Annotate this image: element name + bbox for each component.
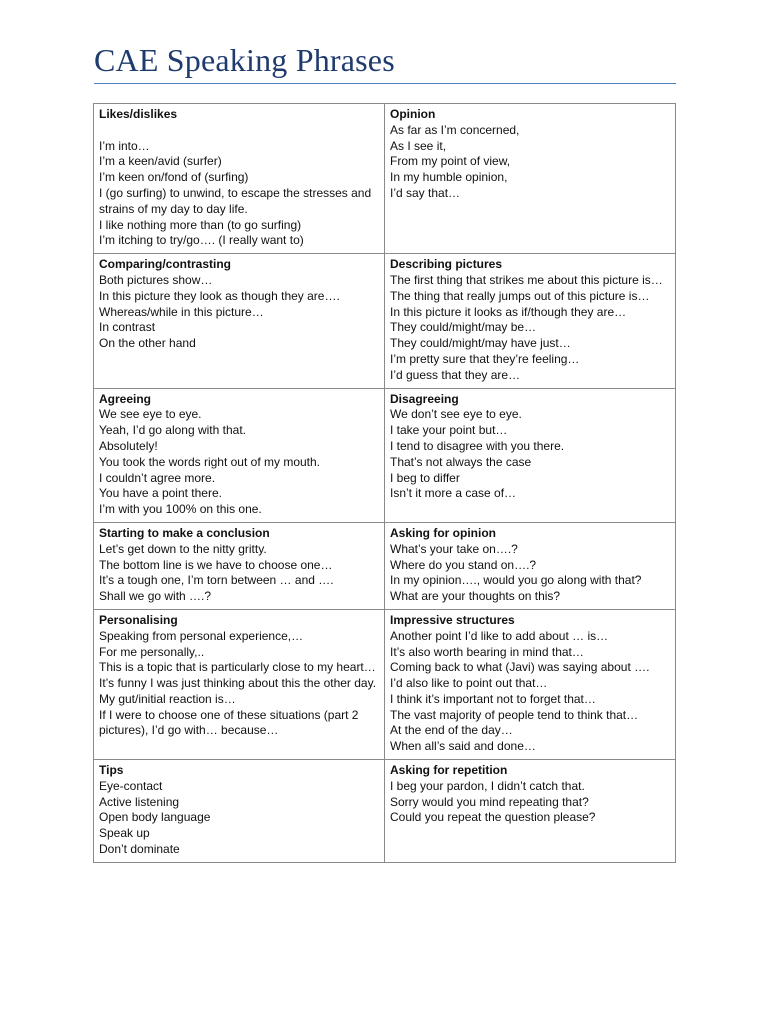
cell-heading: Likes/dislikes — [99, 107, 178, 121]
phrase-line: The vast majority of people tend to think that… — [390, 707, 639, 722]
phrases-table — [93, 103, 676, 863]
phrase-line: I take your point but… — [390, 423, 508, 438]
phrases-table-body — [94, 104, 676, 863]
phrase-line: This is a topic that is particularly close to my heart… — [99, 660, 376, 675]
phrase-line: The bottom line is we have to choose one… — [99, 557, 333, 572]
phrase-line: In my humble opinion, — [390, 170, 508, 185]
phrase-line: I couldn’t agree more. — [99, 470, 216, 485]
title-underline — [94, 83, 676, 84]
phrase-line: We see eye to eye. — [99, 407, 202, 422]
phrase-cell — [94, 254, 385, 388]
table-row — [94, 254, 676, 388]
phrase-line: In this picture it looks as if/though they are… — [390, 304, 627, 319]
phrase-line: If I were to choose one of these situations (part 2 pictures), I’d go with… because… — [99, 707, 359, 738]
phrase-cell — [94, 760, 385, 863]
phrase-line: Whereas/while in this picture… — [99, 304, 264, 319]
phrase-cell — [94, 522, 385, 609]
phrase-line: Speaking from personal experience,… — [99, 628, 304, 643]
phrase-line: I’m itching to try/go…. (I really want to) — [99, 233, 304, 248]
phrase-line: It’s a tough one, I’m torn between … and …. — [99, 573, 334, 588]
phrase-cell — [94, 388, 385, 522]
phrase-line: As far as I’m concerned, — [390, 122, 520, 137]
cell-heading: Tips — [99, 763, 124, 778]
phrase-line: I’d also like to point out that… — [390, 676, 548, 691]
phrase-cell — [385, 104, 676, 254]
table-row — [94, 760, 676, 863]
cell-heading: Agreeing — [99, 391, 152, 406]
phrase-line: I’d say that… — [390, 185, 461, 200]
phrase-line: Don’t dominate — [99, 842, 180, 857]
phrase-line: I tend to disagree with you there. — [390, 438, 565, 453]
cell-heading: Personalising — [99, 612, 178, 627]
blank-line — [99, 123, 379, 139]
phrase-line: It’s also worth bearing in mind that… — [390, 644, 584, 659]
phrase-line: I’m with you 100% on this one. — [99, 502, 262, 517]
phrase-line: My gut/initial reaction is… — [99, 691, 236, 706]
cell-heading: Asking for repetition — [390, 763, 508, 778]
phrase-cell — [385, 388, 676, 522]
phrase-line: They could/might/may have just… — [390, 336, 571, 351]
phrase-line: I (go surfing) to unwind, to escape the stresses and strains of my day to day life. — [99, 185, 372, 216]
phrase-line: When all’s said and done… — [390, 739, 536, 754]
phrase-line: Yeah, I’d go along with that. — [99, 423, 246, 438]
phrase-line: The first thing that strikes me about this picture is… — [390, 272, 663, 287]
phrase-line: Where do you stand on….? — [390, 557, 537, 572]
phrase-line: Another point I’d like to add about … is… — [390, 628, 609, 643]
cell-heading: Opinion — [390, 107, 436, 121]
phrase-line: In my opinion…., would you go along with that? — [390, 573, 642, 588]
phrase-line: Absolutely! — [99, 438, 158, 453]
phrase-line: Sorry would you mind repeating that? — [390, 794, 589, 809]
phrase-line: I beg to differ — [390, 470, 460, 485]
phrase-cell — [385, 760, 676, 863]
phrase-line: It’s funny I was just thinking about this the other day. — [99, 676, 377, 691]
phrase-line: I’m pretty sure that they’re feeling… — [390, 351, 580, 366]
phrase-line: On the other hand — [99, 336, 196, 351]
phrase-line: Both pictures show… — [99, 272, 213, 287]
phrase-line: I’m a keen/avid (surfer) — [99, 154, 222, 169]
phrase-line: I’m into… — [99, 138, 150, 153]
phrase-cell — [94, 609, 385, 759]
phrase-line: Isn’t it more a case of… — [390, 486, 517, 501]
phrase-line: I like nothing more than (to go surfing) — [99, 217, 302, 232]
phrase-line: Speak up — [99, 826, 150, 841]
cell-heading: Disagreeing — [390, 391, 459, 406]
phrase-line: From my point of view, — [390, 154, 511, 169]
cell-heading: Starting to make a conclusion — [99, 525, 270, 540]
table-row — [94, 609, 676, 759]
phrase-line: What are your thoughts on this? — [390, 589, 561, 604]
phrase-line: Open body language — [99, 810, 211, 825]
phrase-line: Let’s get down to the nitty gritty. — [99, 541, 267, 556]
phrase-line: At the end of the day… — [390, 723, 513, 738]
phrase-line: I think it’s important not to forget that… — [390, 691, 596, 706]
phrase-cell — [385, 254, 676, 388]
phrase-line: You took the words right out of my mouth. — [99, 454, 321, 469]
table-row — [94, 388, 676, 522]
phrase-line: Shall we go with ….? — [99, 589, 212, 604]
phrase-line: I beg your pardon, I didn’t catch that. — [390, 778, 585, 793]
phrase-line: Active listening — [99, 794, 180, 809]
phrase-line: That’s not always the case — [390, 454, 532, 469]
table-row — [94, 104, 676, 254]
phrase-line: Eye-contact — [99, 778, 163, 793]
table-row — [94, 522, 676, 609]
phrase-line: You have a point there. — [99, 486, 222, 501]
cell-heading: Describing pictures — [390, 257, 503, 272]
phrase-line: They could/might/may be… — [390, 320, 537, 335]
phrase-line: I’m keen on/fond of (surfing) — [99, 170, 249, 185]
phrase-line: I’d guess that they are… — [390, 367, 521, 382]
cell-heading: Impressive structures — [390, 612, 515, 627]
phrase-line: For me personally,.. — [99, 644, 205, 659]
page-title: CAE Speaking Phrases — [94, 42, 395, 78]
phrase-line: In this picture they look as though they are…. — [99, 288, 340, 303]
cell-heading: Comparing/contrasting — [99, 257, 232, 272]
phrase-cell — [385, 609, 676, 759]
phrase-line: Could you repeat the question please? — [390, 810, 596, 825]
cell-heading: Asking for opinion — [390, 525, 496, 540]
phrase-cell — [94, 104, 385, 254]
phrase-line: Coming back to what (Javi) was saying about …. — [390, 660, 650, 675]
phrase-line: As I see it, — [390, 138, 447, 153]
phrase-line: What’s your take on….? — [390, 541, 518, 556]
phrase-line: The thing that really jumps out of this picture is… — [390, 288, 650, 303]
phrase-line: In contrast — [99, 320, 156, 335]
phrase-cell — [385, 522, 676, 609]
phrase-line: We don’t see eye to eye. — [390, 407, 522, 422]
